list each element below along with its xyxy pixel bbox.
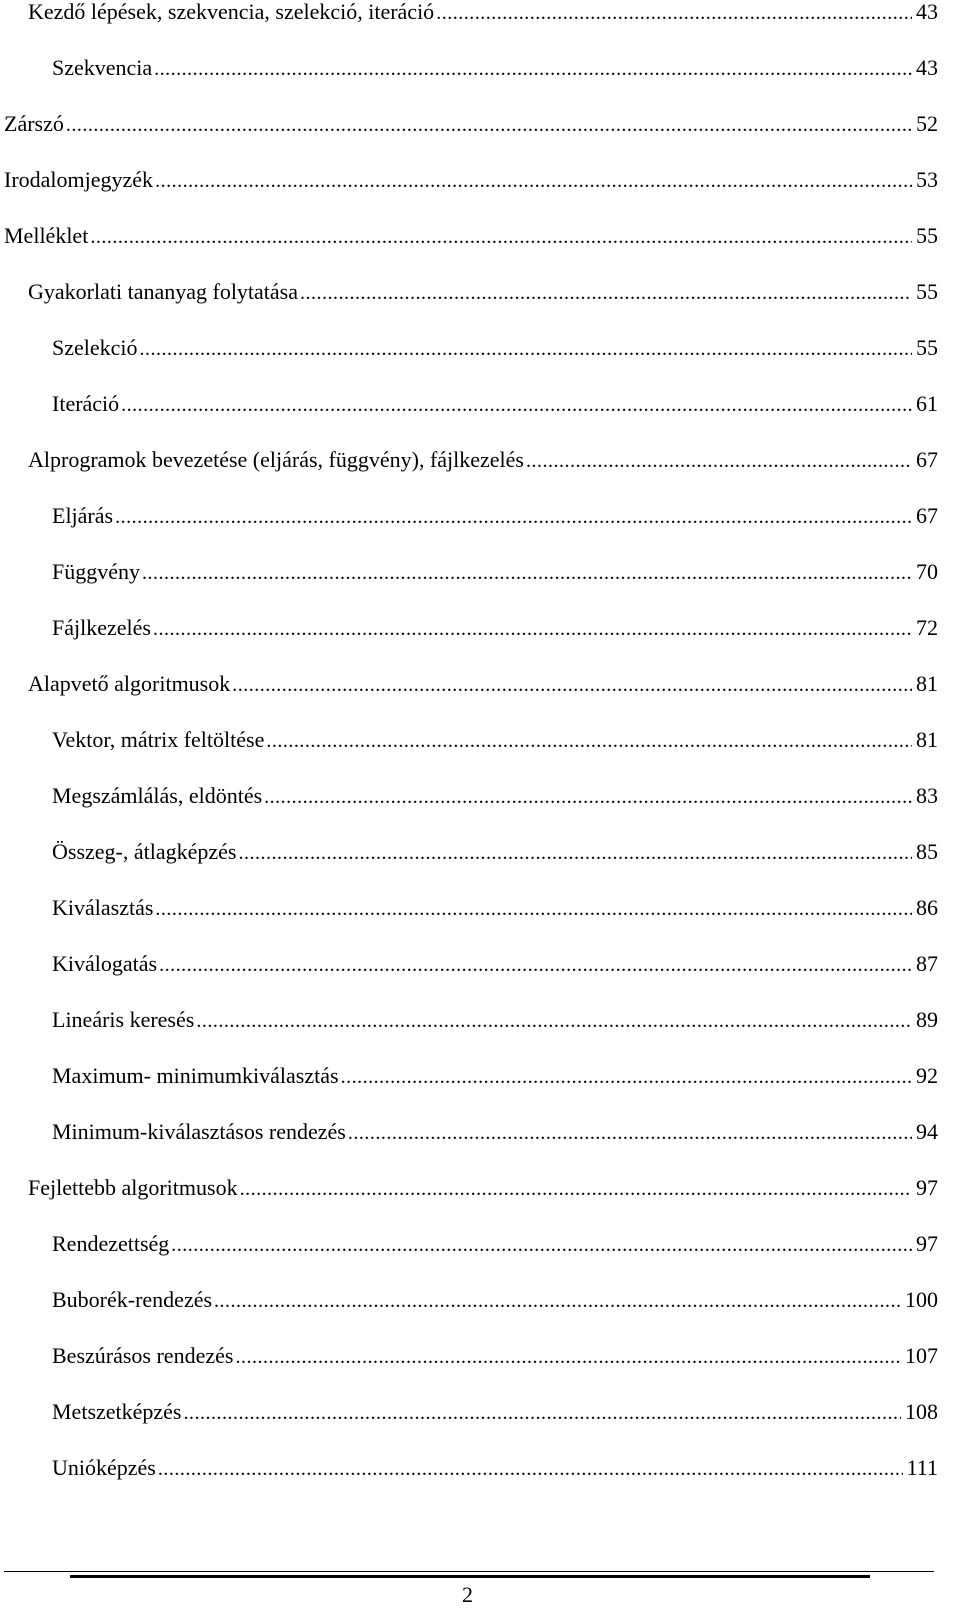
toc-entry[interactable]: [52, 1114, 938, 1150]
toc-entry[interactable]: [28, 666, 938, 702]
toc-page-number: 107: [905, 1343, 938, 1368]
toc-page-number: 92: [916, 1063, 938, 1088]
toc-page-number: 81: [916, 671, 938, 696]
toc-entry[interactable]: [52, 946, 938, 982]
toc-page-number: 85: [916, 839, 938, 864]
toc-page-number: 52: [916, 111, 938, 136]
toc-entry-title: Kiválasztás: [52, 895, 154, 920]
dot-leader: [158, 1451, 903, 1487]
toc-entry-title: Fejlettebb algoritmusok: [28, 1175, 238, 1200]
toc-entry-title: Lineáris keresés: [52, 1007, 195, 1032]
dot-leader: [214, 1283, 901, 1319]
dot-leader: [300, 275, 912, 311]
dot-leader: [526, 443, 912, 479]
toc-entry-title: Megszámlálás, eldöntés: [52, 783, 263, 808]
toc-page-number: 61: [916, 391, 938, 416]
toc-entry[interactable]: [52, 890, 938, 926]
toc-page-number: 67: [916, 503, 938, 528]
toc-entry-title: Vektor, mátrix feltöltése: [52, 727, 265, 752]
toc-entry-title: Kezdő lépések, szekvencia, szelekció, iteráció: [28, 0, 435, 24]
toc-entry-title: Irodalomjegyzék: [4, 167, 154, 192]
toc-page-number: 94: [916, 1119, 938, 1144]
toc-entry-title: Buborék-rendezés: [52, 1287, 213, 1312]
toc-entry-title: Melléklet: [4, 223, 89, 248]
toc-entry[interactable]: [28, 274, 938, 310]
dot-leader: [264, 779, 912, 815]
dot-leader: [348, 1115, 912, 1151]
page-number: 2: [462, 1582, 473, 1607]
toc-page-number: 97: [916, 1175, 938, 1200]
dot-leader: [121, 387, 912, 423]
dot-leader: [196, 1003, 912, 1039]
toc-entry[interactable]: [4, 218, 938, 254]
toc-entry-title: Alprogramok bevezetése (eljárás, függvény), fájlkezelés: [28, 447, 524, 472]
toc-entry-title: Maximum- minimumkiválasztás: [52, 1063, 339, 1088]
toc-entry[interactable]: [52, 1338, 938, 1374]
dot-leader: [341, 1059, 912, 1095]
toc-page-number: 70: [916, 559, 938, 584]
toc-entry[interactable]: [52, 778, 938, 814]
toc-page-number: 86: [916, 895, 938, 920]
toc-entry[interactable]: [52, 1394, 938, 1430]
toc-entry[interactable]: [52, 498, 938, 534]
toc-entry-title: Minimum-kiválasztásos rendezés: [52, 1119, 346, 1144]
dot-leader: [66, 107, 912, 143]
toc-entry[interactable]: [52, 554, 938, 590]
toc-entry[interactable]: [4, 162, 938, 198]
toc-page-number: 55: [916, 223, 938, 248]
toc-page-number: 55: [916, 335, 938, 360]
toc-page-number: 97: [916, 1231, 938, 1256]
toc-page-number: 100: [905, 1287, 938, 1312]
toc-entry-title: Beszúrásos rendezés: [52, 1343, 234, 1368]
toc-entry-title: Kiválogatás: [52, 951, 158, 976]
dot-leader: [238, 835, 912, 871]
toc-page-number: 108: [905, 1399, 938, 1424]
toc-entry[interactable]: [52, 50, 938, 86]
toc-entry[interactable]: [52, 1282, 938, 1318]
toc-entry[interactable]: [28, 442, 938, 478]
dot-leader: [155, 891, 912, 927]
dot-leader: [159, 947, 912, 983]
toc-entry[interactable]: [28, 0, 938, 30]
toc-page-number: 83: [916, 783, 938, 808]
dot-leader: [266, 723, 912, 759]
toc-page-number: 87: [916, 951, 938, 976]
toc-entry[interactable]: [52, 1450, 938, 1486]
dot-leader: [155, 163, 912, 199]
dot-leader: [140, 331, 912, 367]
toc-page-number: 53: [916, 167, 938, 192]
footer-divider: [4, 1571, 934, 1572]
toc-page-number: 67: [916, 447, 938, 472]
dot-leader: [240, 1171, 912, 1207]
toc-entry-title: Unióképzés: [52, 1455, 156, 1480]
toc-page-number: 89: [916, 1007, 938, 1032]
toc-entry[interactable]: [52, 1226, 938, 1262]
dot-leader: [90, 219, 912, 255]
toc-entry-title: Alapvető algoritmusok: [28, 671, 231, 696]
toc-page-number: 81: [916, 727, 938, 752]
toc-entry-title: Gyakorlati tananyag folytatása: [28, 279, 299, 304]
dot-leader: [142, 555, 912, 591]
toc-entry-title: Eljárás: [52, 503, 114, 528]
toc-entry[interactable]: [52, 1058, 938, 1094]
toc-page-number: 43: [916, 0, 938, 24]
toc-page-number: 55: [916, 279, 938, 304]
dot-leader: [184, 1395, 902, 1431]
toc-entry[interactable]: [28, 1170, 938, 1206]
toc-entry[interactable]: [52, 1002, 938, 1038]
toc-entry-title: Rendezettség: [52, 1231, 170, 1256]
toc-entry-title: Szekvencia: [52, 55, 153, 80]
toc-entry[interactable]: [4, 106, 938, 142]
toc-entry[interactable]: [52, 610, 938, 646]
toc-entry-title: Szelekció: [52, 335, 138, 360]
dot-leader: [232, 667, 912, 703]
toc-entry-title: Fájlkezelés: [52, 615, 151, 640]
toc-entry-title: Függvény: [52, 559, 140, 584]
dot-leader: [153, 611, 912, 647]
toc-entry[interactable]: [52, 386, 938, 422]
dot-leader: [235, 1339, 901, 1375]
toc-entry[interactable]: [52, 834, 938, 870]
footer-divider-bold: [70, 1575, 870, 1578]
dot-leader: [154, 51, 912, 87]
toc-entry-title: Összeg-, átlagképzés: [52, 839, 237, 864]
toc-entry-title: Iteráció: [52, 391, 120, 416]
dot-leader: [171, 1227, 912, 1263]
toc-entry[interactable]: [52, 722, 938, 758]
dot-leader: [115, 499, 912, 535]
toc-page-number: 43: [916, 55, 938, 80]
toc-entry-title: Metszetképzés: [52, 1399, 182, 1424]
toc-page-number: 72: [916, 615, 938, 640]
dot-leader: [436, 0, 912, 31]
toc-entry-title: Zárszó: [4, 111, 64, 136]
toc-page-number: 111: [906, 1455, 938, 1480]
toc-entry[interactable]: [52, 330, 938, 366]
